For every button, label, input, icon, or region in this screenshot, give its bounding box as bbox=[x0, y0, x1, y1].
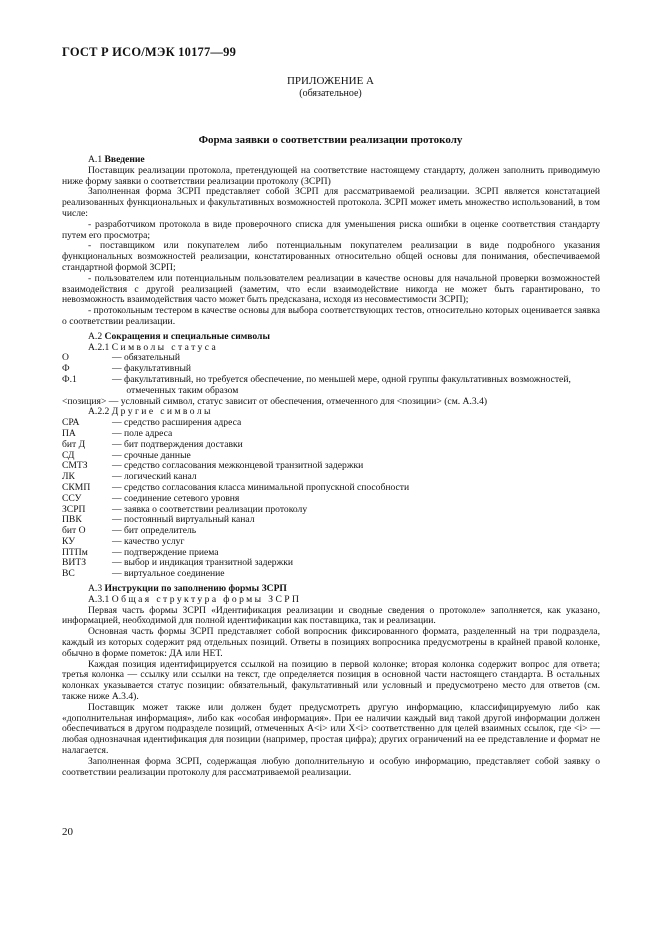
symbol-key: СМТЗ bbox=[62, 460, 88, 472]
paragraph: Основная часть формы ЗСРП представляет собой вопросник фиксированного формата, разделенный на три подраздела, каждый из которых содержит ряд отдельных позиций. Ответы в позициях вопросника предусмотрены в крайней правой колонке, обычно в форме пометок: ДА или НЕТ. bbox=[62, 626, 600, 659]
symbol-key: ССУ bbox=[62, 492, 82, 504]
symbol-key: О bbox=[62, 352, 69, 364]
symbol-desc: — бит подтверждения доставки bbox=[112, 438, 243, 450]
symbol-key: ПТПм bbox=[62, 546, 88, 558]
bullet-item: - протокольным тестером в качестве основы для выбора соответствующих тестов, относительно которых оценивается заявка о соответствии реализации. bbox=[62, 305, 600, 327]
symbol-key: СРА bbox=[62, 417, 80, 429]
paragraph: Первая часть формы ЗСРП «Идентификация реализации и сводные сведения о протоколе» заполняется, как указано, информацией, необходимой для полной идентификации как поставщика, так и реализации. bbox=[62, 604, 600, 627]
symbol-desc: — качество услуг bbox=[112, 535, 185, 547]
symbol-key: ВИТЗ bbox=[62, 557, 86, 569]
symbol-row bbox=[62, 494, 600, 505]
symbol-key: бит Д bbox=[62, 438, 86, 450]
symbol-key: ПВК bbox=[62, 514, 82, 526]
symbol-key: ВС bbox=[62, 568, 75, 580]
section-heading-a3: А.3 Инструкции по заполнению формы ЗСРП bbox=[88, 583, 287, 595]
symbol-row bbox=[62, 440, 600, 451]
symbol-desc: — средство согласования класса минимальной пропускной способности bbox=[112, 481, 410, 493]
symbol-key: бит О bbox=[62, 525, 86, 537]
other-symbol-list bbox=[62, 418, 600, 580]
symbol-desc: — средство расширения адреса bbox=[112, 417, 242, 429]
symbol-desc: — соединение сетевого уровня bbox=[112, 492, 240, 504]
symbol-desc: — подтверждение приема bbox=[112, 546, 219, 558]
subsection-heading-a21: А.2.1 Символы статуса bbox=[88, 341, 219, 353]
symbol-key: ПА bbox=[62, 427, 76, 439]
symbol-desc: — средство согласования межконцевой транзитной задержки bbox=[112, 460, 364, 472]
conditional-symbol: <позиция> — условный символ, статус зависит от обеспечения, отмеченного для <позиции> (см. А.3.4) bbox=[62, 395, 488, 407]
symbol-row bbox=[62, 569, 600, 580]
annex-title: ПРИЛОЖЕНИЕ А bbox=[286, 75, 374, 87]
symbol-desc: — факультативный, но требуется обеспечение, по меньшей мере, одной группы факультативных возможностей, отмеченных таким образом bbox=[112, 373, 571, 396]
symbol-key: КУ bbox=[62, 535, 75, 547]
symbol-key: СКМП bbox=[62, 481, 91, 493]
symbol-key: ЛК bbox=[62, 471, 75, 483]
symbol-desc: — виртуальное соединение bbox=[112, 568, 225, 580]
symbol-key: ЗСРП bbox=[62, 503, 86, 515]
symbol-row bbox=[62, 375, 600, 397]
paragraph: Поставщик реализации протокола, претендующей на соответствие настоящему стандарту, должен заполнить приводимую ниже форму заявки о соответствии реализации протоколу (ЗСРП) bbox=[62, 164, 600, 187]
symbol-desc: — выбор и индикация транзитной задержки bbox=[112, 557, 293, 569]
symbol-desc: — факультативный bbox=[112, 363, 192, 375]
symbol-key: СД bbox=[62, 449, 75, 461]
symbol-key: Ф.1 bbox=[62, 373, 77, 385]
symbol-key: Ф bbox=[62, 363, 70, 375]
document-title: Форма заявки о соответствии реализации протоколу bbox=[198, 134, 463, 146]
paragraph: Каждая позиция идентифицируется ссылкой на позицию в первой колонке; вторая колонка содержит вопрос для ответа; третья колонка — ссылку или ссылки на текст, где определяется позиция в основной части настоящего стандарта. В остальных колонках указывается статус позиции: обязательный, факультативный или условный и предусмотрено место для ответов (см. также ниже А.3.4). bbox=[62, 658, 600, 703]
symbol-desc: — логический канал bbox=[112, 471, 197, 483]
symbol-desc: — обязательный bbox=[112, 352, 180, 364]
symbol-desc: — бит определитель bbox=[112, 525, 197, 537]
paragraph: Поставщик может также или должен будет предусмотреть другую информацию, классифицируемую либо как «дополнительная информация», либо как «особая информация». При ее наличии каждый вид такой другой информации должен обеспечиваться в другом подразделе позиций, отмеченных А<i> или Х<i> соответственно для целей взаимных ссылок, где <i> — любая однозначная идентификация для позиции (например, простая цифра); других ограничений на ее представление и формат не налагается. bbox=[62, 701, 600, 757]
page-number: 20 bbox=[62, 826, 73, 838]
section-heading-a2: А.2 Сокращения и специальные символы bbox=[88, 330, 270, 342]
symbol-desc: — постоянный виртуальный канал bbox=[112, 514, 255, 526]
running-header: ГОСТ Р ИСО/МЭК 10177—99 bbox=[62, 45, 237, 59]
subsection-heading-a22: А.2.2 Другие символы bbox=[88, 406, 213, 418]
body-text bbox=[62, 155, 600, 778]
symbol-desc: — заявка о соответствии реализации протоколу bbox=[112, 503, 308, 515]
bullet-item: - разработчиком протокола в виде проверочного списка для уменьшения риска ошибки в оценке соответствия стандарту путем его просмотра; bbox=[62, 218, 600, 241]
status-symbol-list bbox=[62, 353, 600, 396]
paragraph: Заполненная форма ЗСРП представляет собой ЗСРП для рассматриваемой реализации. ЗСРП является констатацией реализованных функциональных и факультативных возможностей протокола. ЗСРП может иметь множество использований, в том числе: bbox=[62, 186, 600, 219]
bullet-item: - поставщиком или покупателем либо потенциальным покупателем реализации в виде подробного указания функциональных возможностей реализации, констатированных относительно общей основы для понимания, обеспечиваемой стандартной формой ЗСРП; bbox=[62, 240, 600, 273]
bullet-item: - пользователем или потенциальным пользователем реализации в качестве основы для начальной проверки возможностей взаимодействия с другой реализацией (заметим, что если взаимодействие никогда не может быть гарантировано, то невозможность взаимодействия часто может быть предсказана, исходя из несовместимости ЗСРП); bbox=[62, 272, 600, 306]
paragraph: Заполненная форма ЗСРП, содержащая любую дополнительную и особую информацию, представляет собой заявку о соответствии реализации протоколу для рассматриваемой реализации. bbox=[62, 755, 600, 778]
annex-subtitle: (обязательное) bbox=[299, 88, 362, 99]
symbol-desc: — поле адреса bbox=[112, 427, 173, 439]
symbol-desc: — срочные данные bbox=[112, 449, 191, 461]
section-heading-a1: А.1 Введение bbox=[88, 154, 145, 165]
subsection-heading-a31: А.3.1 Общая структура формы ЗСРП bbox=[88, 593, 302, 605]
